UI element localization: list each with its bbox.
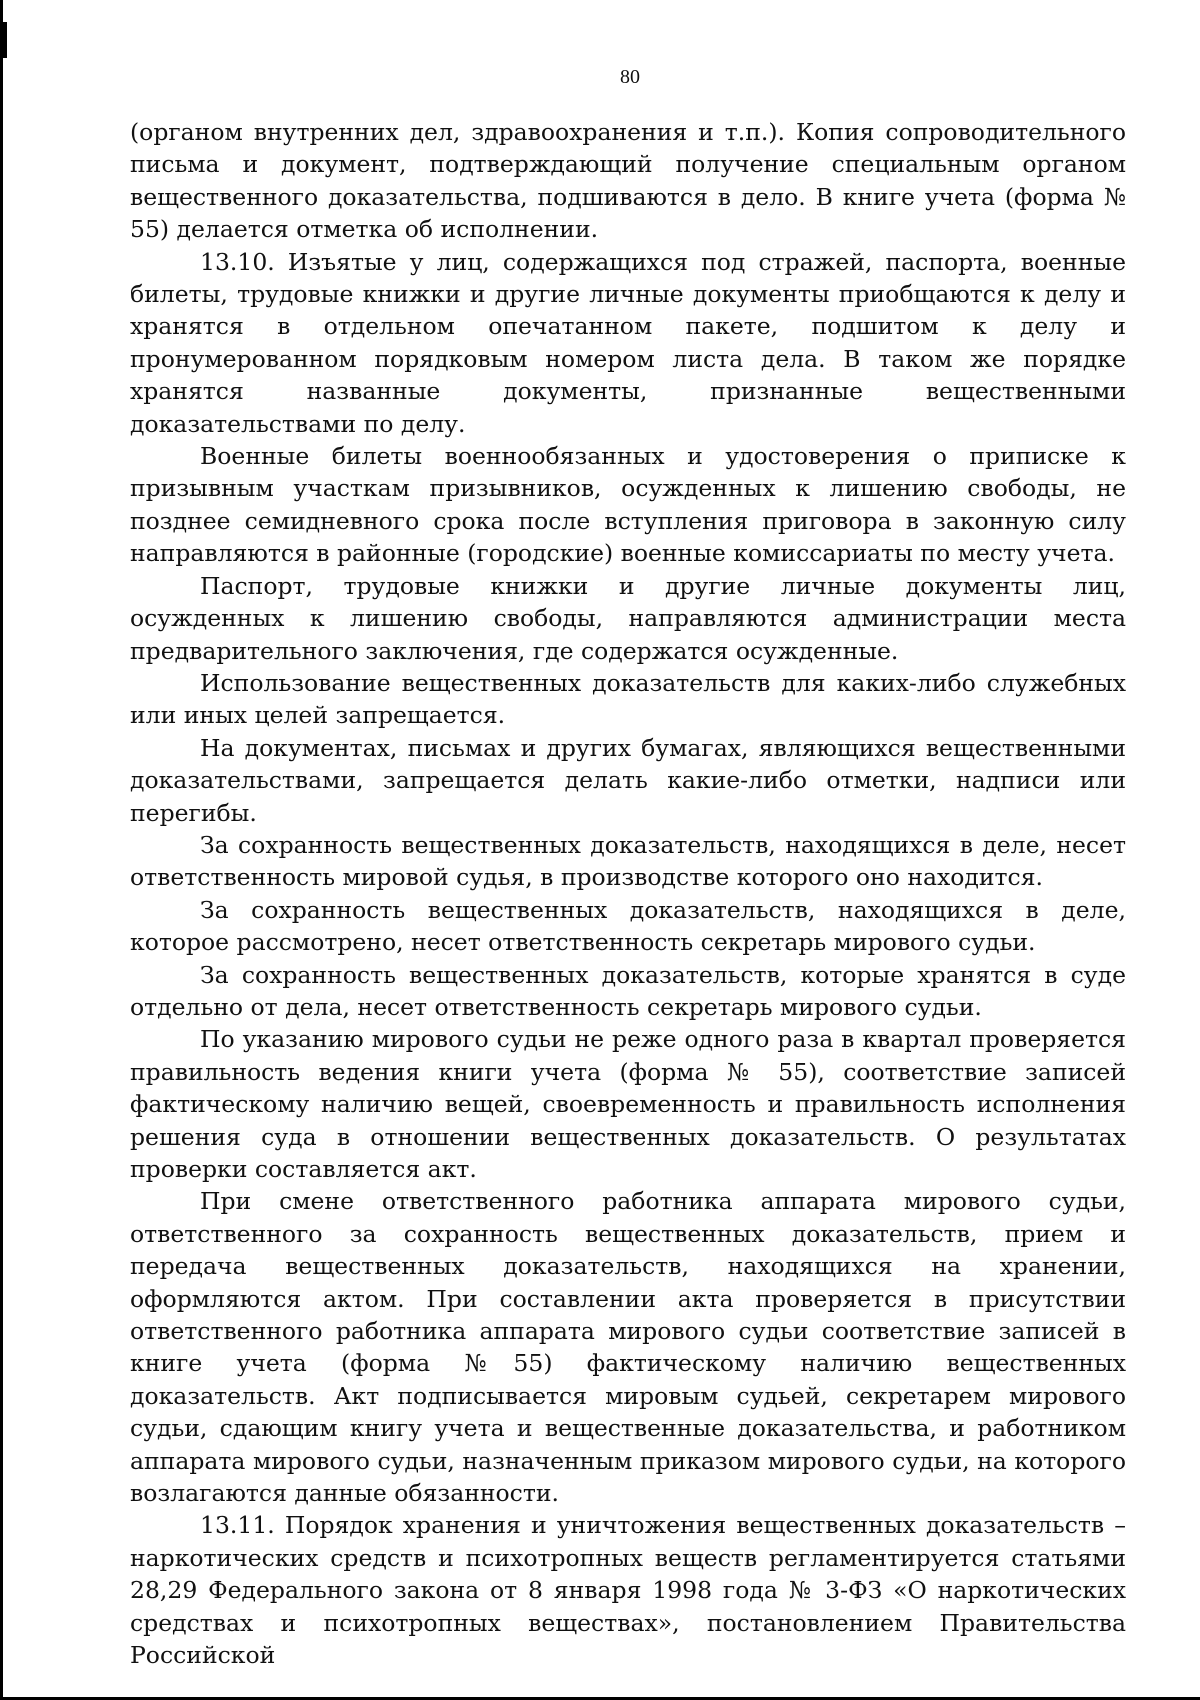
paragraph-13-10: 13.10. Изъятые у лиц, содержащихся под стражей, паспорта, военные билеты, трудовые книжки и другие личные документы приобщаются к делу и хранятся в отдельном опечатанном пакете, подшитом к делу и пронумерованном порядковым номером листа дела. В таком же порядке хранятся названные документы, признанные вещественными доказательствами по делу. <box>130 247 1126 438</box>
paragraph-continuation: (органом внутренних дел, здравоохранения и т.п.). Копия сопроводительного письма и документ, подтверждающий получение специальным органом вещественного доказательства, подшиваются в дело. В книге учета (форма № 55) делается отметка об исполнении. <box>130 118 1126 244</box>
scan-border-mark <box>3 22 7 58</box>
paragraph-military-ids: Военные билеты военнообязанных и удостоверения о приписке к призывным участкам призывников, осужденных к лишению свободы, не позднее семидневного срока после вступления приговора в законную силу направляются в районные (городские) военные комиссариаты по месту учета. <box>130 442 1126 568</box>
paragraph-responsibility-secretary-separate: За сохранность вещественных доказательств, которые хранятся в суде отдельно от дела, несет ответственность секретарь мирового судьи. <box>130 960 1126 1021</box>
paragraph-responsibility-judge: За сохранность вещественных доказательств, находящихся в деле, несет ответственность мировой судья, в производстве которого оно находится. <box>130 830 1126 892</box>
scan-border-left <box>0 0 3 1700</box>
paragraph-13-11: 13.11. Порядок хранения и уничтожения вещественных доказательств – наркотических средств и психотропных веществ регламентируется статьями 28,29 Федерального закона от 8 января 1998 года № 3-ФЗ «О наркотических средствах и психотропных веществах», постановлением Правительства Российской <box>130 1511 1126 1670</box>
paragraph-passports: Паспорт, трудовые книжки и другие личные документы лиц, осужденных к лишению свободы, направляются администрации места предварительного заключения, где содержатся осужденные. <box>130 571 1126 665</box>
paragraph-quarterly-check: По указанию мирового судьи не реже одного раза в квартал проверяется правильность ведения книги учета (форма № 55), соответствие записей фактическому наличию вещей, своевременность и правильность исполнения решения суда в отношении вещественных доказательств. О результатах проверки составляется акт. <box>130 1025 1126 1183</box>
paragraph-handover: При смене ответственного работника аппарата мирового судьи, ответственного за сохранность вещественных доказательств, прием и передача вещественных доказательств, находящихся на хранении, оформляются актом. При составлении акта проверяется в присутствии ответственного работника аппарата мирового судьи соответствие записей в книге учета (форма №55) фактическому наличию вещественных доказательств. Акт подписывается мировым судьей, секретарем мирового судьи, сдающим книгу учета и вещественные доказательства, и работником аппарата мирового судьи, назначенным приказом мирового судьи, на которого возлагаются данные обязанности. <box>130 1187 1126 1508</box>
paragraph-responsibility-secretary-considered: За сохранность вещественных доказательств, находящихся в деле, которое рассмотрено, несет ответственность секретарь мирового судьи. <box>130 895 1126 957</box>
paragraph-usage-prohibited: Использование вещественных доказательств для каких-либо служебных или иных целей запрещается. <box>130 668 1126 730</box>
paragraph-no-marks: На документах, письмах и других бумагах, являющихся вещественными доказательствами, запрещается делать какие-либо отметки, надписи или перегибы. <box>130 733 1126 827</box>
page-number: 80 <box>620 66 640 88</box>
document-body <box>130 116 1126 1672</box>
